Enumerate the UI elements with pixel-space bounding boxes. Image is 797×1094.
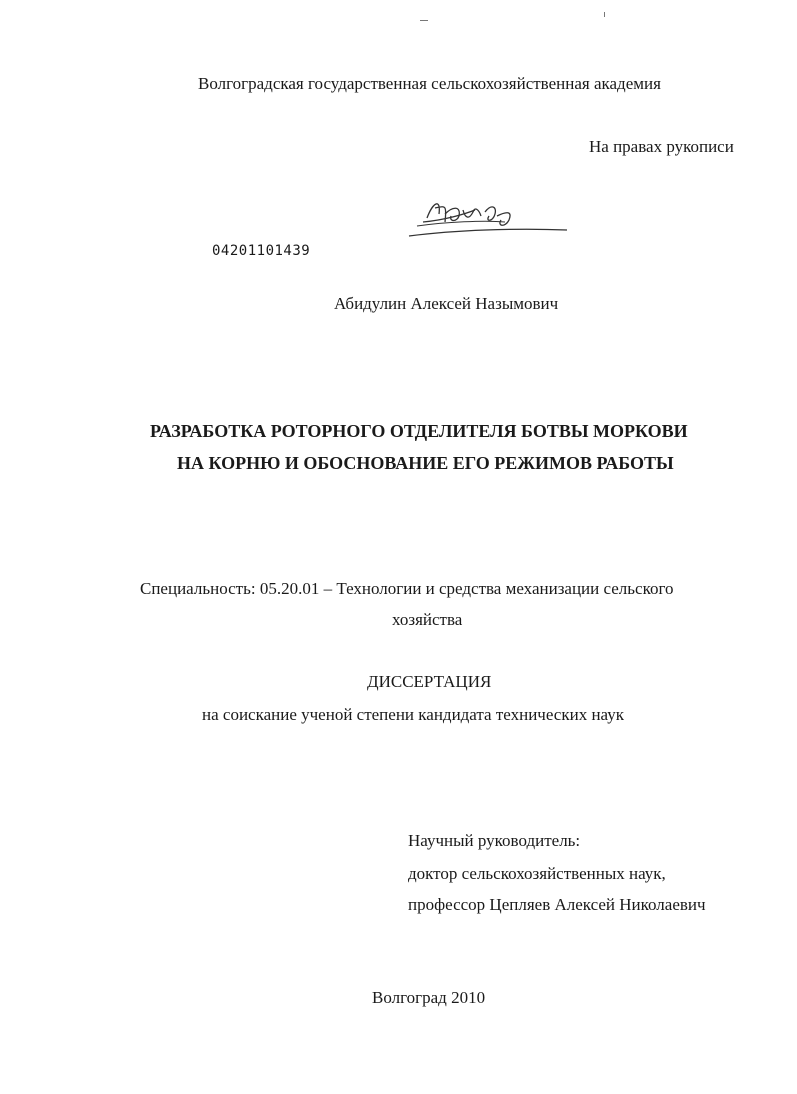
- author-name: Абидулин Алексей Назымович: [334, 294, 559, 313]
- scan-mark: [420, 20, 428, 21]
- document-type: ДИССЕРТАЦИЯ: [367, 672, 492, 691]
- catalog-number: 04201101439: [212, 243, 311, 259]
- dissertation-title-line-1: РАЗРАБОТКА РОТОРНОГО ОТДЕЛИТЕЛЯ БОТВЫ МОРКОВИ: [150, 421, 688, 441]
- institution-name: Волгоградская государственная сельскохозяйственная академия: [198, 74, 661, 93]
- scan-mark: [604, 12, 605, 17]
- specialty-line-1: Специальность: 05.20.01 – Технологии и средства механизации сельского: [140, 579, 674, 598]
- degree-description: на соискание ученой степени кандидата технических наук: [202, 705, 625, 724]
- author-signature: [405, 192, 575, 242]
- specialty-line-2: хозяйства: [392, 610, 463, 629]
- supervisor-label: Научный руководитель:: [408, 831, 581, 850]
- city-year: Волгоград 2010: [372, 988, 486, 1007]
- manuscript-rights: На правах рукописи: [589, 137, 734, 156]
- supervisor-degree: доктор сельскохозяйственных наук,: [408, 864, 666, 883]
- dissertation-title-line-2: НА КОРНЮ И ОБОСНОВАНИЕ ЕГО РЕЖИМОВ РАБОТЫ: [177, 453, 674, 473]
- supervisor-name: профессор Цепляев Алексей Николаевич: [408, 895, 706, 914]
